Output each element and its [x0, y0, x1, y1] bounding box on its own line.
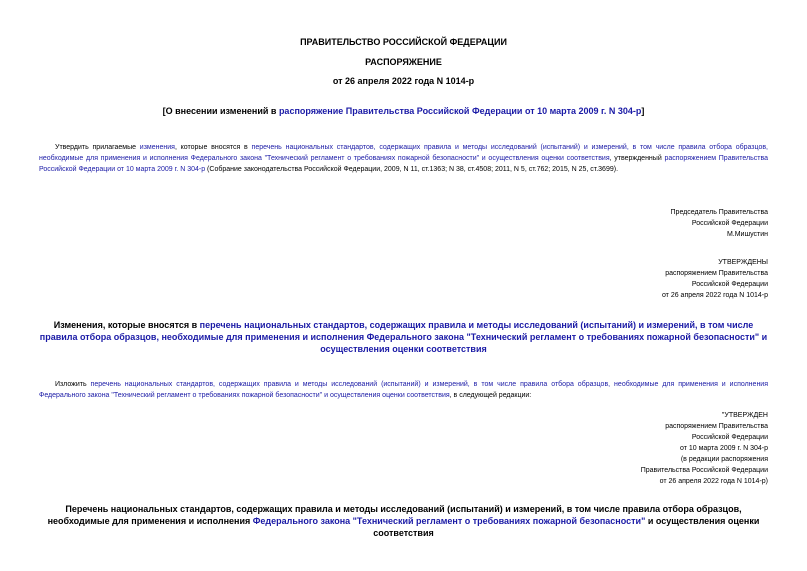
intro-text-2: , которые вносятся в [174, 144, 252, 151]
approved-line: УТВЕРЖДЕНЫ [718, 259, 768, 266]
doc-date-number: от 26 апреля 2022 года N 1014-р [332, 76, 475, 86]
approved-line: Правительства Российской Федерации [640, 467, 768, 474]
org-name: ПРАВИТЕЛЬСТВО РОССИЙСКОЙ ФЕДЕРАЦИИ [300, 37, 507, 47]
instruction-paragraph [39, 379, 768, 401]
approved-line: от 26 апреля 2022 года N 1014-р) [659, 478, 768, 485]
doc-title [0, 106, 807, 116]
doc-type: РАСПОРЯЖЕНИЕ [365, 57, 442, 67]
instruction-link-list[interactable]: перечень национальных стандартов, содержащих правила и методы исследований (испытаний) и измерений, в том числе правила отбора образцов, необходимые для применения и исполнения Федерального закона "Технический регламент о требованиях пожарной безопасности" и осуществления оценки соответствия [39, 381, 769, 399]
intro-text-1: Утвердить прилагаемые [55, 144, 140, 151]
intro-link-list[interactable]: перечень национальных стандартов, содержащих правила и методы исследований (испытаний) и измерений, в том числе правила отбора образцов, необходимые для применения и исполнения Федерального закона "Технический регламент о требованиях пожарной безопасности" и осуществления оценки соответствия [39, 144, 769, 162]
signature-line: Председатель Правительства [670, 209, 768, 216]
doc-title-prefix: [О внесении изменений в [162, 106, 279, 116]
signature-block [671, 207, 768, 240]
changes-heading [39, 319, 768, 355]
approved-line: Российской Федерации [691, 281, 768, 288]
approved-block-list [641, 410, 768, 487]
list-heading-text-2: и осуществления оценки соответствия [373, 516, 760, 538]
list-heading [39, 503, 768, 539]
doc-title-link[interactable]: распоряжение Правительства Российской Федерации от 10 марта 2009 г. N 304-р [278, 106, 642, 116]
approved-line: "УТВЕРЖДЕН [721, 412, 768, 419]
instruction-text-1: Изложить [55, 381, 91, 388]
changes-heading-text: Изменения, которые вносятся в [53, 320, 200, 330]
approved-line: Российской Федерации [691, 434, 768, 441]
approved-line: распоряжением Правительства [665, 270, 768, 277]
intro-paragraph [39, 142, 768, 175]
approved-line: от 10 марта 2009 г. N 304-р [679, 445, 768, 452]
approved-line: распоряжением Правительства [665, 423, 768, 430]
approved-line: (в редакции распоряжения [680, 456, 768, 463]
intro-link-order[interactable]: распоряжением Правительства Российской Федерации от 10 марта 2009 г. N 304-р [39, 155, 768, 173]
list-heading-link[interactable]: Федерального закона "Технический регламент о требованиях пожарной безопасности" [252, 516, 646, 526]
intro-text-3: , утвержденный [609, 155, 665, 162]
signature-line: Российской Федерации [691, 220, 768, 227]
approved-line: от 26 апреля 2022 года N 1014-р [661, 292, 768, 299]
intro-text-4: (Собрание законодательства Российской Федерации, 2009, N 11, ст.1363; N 38, ст.4508; 2011, N 5, ст.762; 2015, N 25, ст.3699). [205, 166, 619, 173]
approved-block-changes [662, 257, 768, 301]
intro-link-changes[interactable]: изменения [139, 144, 175, 151]
signature-name: М.Мишустин [726, 231, 768, 238]
instruction-text-2: , в следующей редакции: [449, 392, 532, 399]
list-heading-text-1: Перечень национальных стандартов, содержащих правила и методы исследований (испытаний) и измерений, в том числе правила отбора образцов, необходимые для применения и исполнения [47, 504, 742, 526]
doc-title-suffix: ] [641, 106, 645, 116]
changes-heading-link[interactable]: перечень национальных стандартов, содержащих правила и методы исследований (испытаний) и измерений, в том числе правила отбора образцов, необходимые для применения и исполнения Федерального закона "Технический регламент о требованиях пожарной безопасности" и осуществления оценки соответствия [39, 320, 768, 354]
